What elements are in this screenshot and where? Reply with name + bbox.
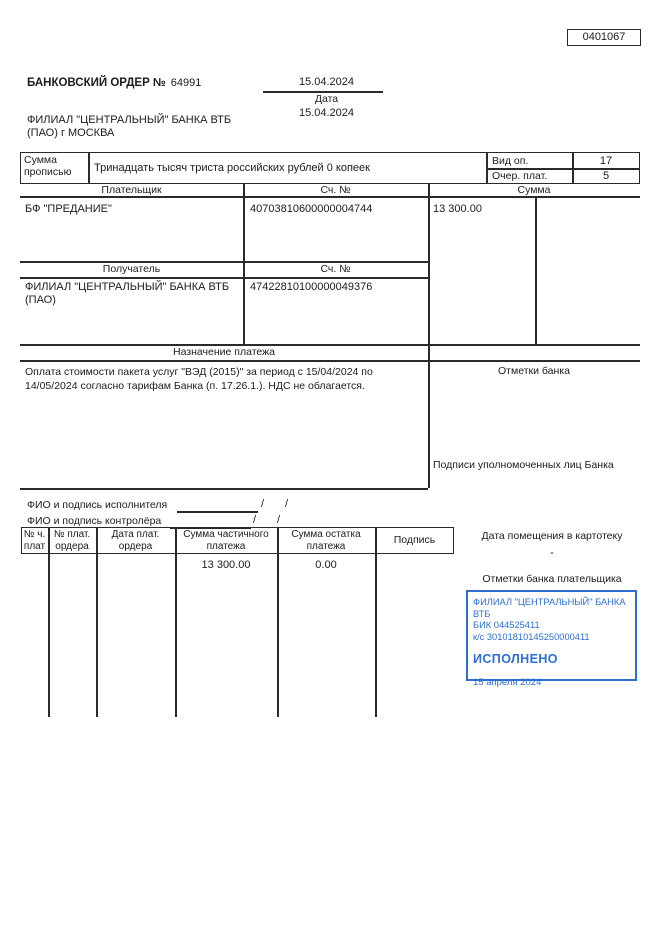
stamp-status: ИСПОЛНЕНО [473,652,558,666]
divider [277,554,279,717]
date-value-bottom: 15.04.2024 [298,107,355,119]
col-header-remainder-amount: Сумма остатка платежа [291,529,361,552]
divider [375,554,377,717]
payee-name: ФИЛИАЛ "ЦЕНТРАЛЬНЫЙ" БАНКА ВТБ (ПАО) [25,281,230,306]
col-header-partial-amount: Сумма частичного платежа [183,529,269,552]
divider [96,554,98,717]
bank-execution-stamp [466,590,637,688]
form-code-box [567,29,641,46]
payee-header: Получатель [102,263,161,275]
document-title [27,77,201,90]
stamp-bank-name: ФИЛИАЛ "ЦЕНТРАЛЬНЫЙ" БАНКА ВТБ [473,597,626,619]
issuing-bank-line2: (ПАО) г МОСКВА [27,127,115,139]
slash: / [277,514,281,526]
payment-purpose-text: Оплата стоимости пакета услуг "ВЭД (2015)" за период с 15/04/2024 по 14/05/2024 согласно тарифам Банка (п. 17.26.1.). НДС не облагается. [25,366,373,392]
partial-payment-amount: 13 300.00 [201,559,251,571]
slash: / [261,498,265,510]
executor-signature-label: ФИО и подпись исполнителя [27,499,168,511]
purpose-header: Назначение платежа [173,346,275,358]
divider [175,554,177,717]
payment-amount: 13 300.00 [433,203,482,215]
stamp-date: 15 апреля 2024 [473,676,542,688]
issuing-bank-line1: ФИЛИАЛ "ЦЕНТРАЛЬНЫЙ" БАНКА ВТБ [27,114,232,126]
card-index-value: - [550,547,554,559]
order-number: 64991 [170,77,202,89]
divider [535,196,537,344]
slash: / [285,498,289,510]
bank-marks-label: Отметки банка [498,365,570,377]
payer-name: БФ "ПРЕДАНИЕ" [25,203,112,215]
amount-column-header: Сумма [517,184,551,196]
date-label: Дата [314,93,339,105]
issuing-bank-name [27,114,231,140]
divider [20,360,640,362]
form-code: 0401067 [582,31,626,43]
payer-header: Плательщик [101,184,162,196]
slash: / [253,514,257,526]
amount-words-label: Сумма прописью [24,154,72,178]
executor-signature-line [177,511,258,513]
divider [48,554,50,717]
divider [20,488,428,490]
date-value-top: 15.04.2024 [298,76,355,88]
title-label: БАНКОВСКИЙ ОРДЕР № [27,77,166,89]
payment-order-priority-label: Очер. плат. [492,170,548,182]
payer-account-header: Сч. № [320,184,351,196]
controller-signature-label: ФИО и подпись контролёра [27,515,162,527]
remainder-amount: 0.00 [315,559,337,571]
col-header-order-number: № плат. ордера [53,529,91,552]
col-header-part-number: № ч. плат [23,529,46,552]
amount-in-words: Тринадцать тысяч триста российских рублей 0 копеек [94,162,370,174]
payment-order-priority-value: 5 [602,170,610,182]
operation-type-value: 17 [599,155,613,167]
stamp-bik: БИК 044525411 [473,620,540,630]
col-header-signature: Подпись [393,534,436,546]
payer-bank-marks-label: Отметки банка плательщика [482,573,622,585]
divider [88,152,90,184]
divider [20,277,428,279]
divider [428,184,430,488]
payee-account-header: Сч. № [320,263,351,275]
payee-account-number: 47422810100000049376 [250,281,373,293]
payer-account-number: 40703810600000004744 [250,203,373,215]
operation-type-label: Вид оп. [492,155,529,167]
stamp-corr-account: к/с 30101810145250000411 [473,631,590,642]
col-header-order-date: Дата плат. ордера [111,529,160,552]
card-index-label: Дата помещения в картотеку [481,530,623,542]
authorized-signatures-label: Подписи уполномоченных лиц Банка [433,459,614,471]
